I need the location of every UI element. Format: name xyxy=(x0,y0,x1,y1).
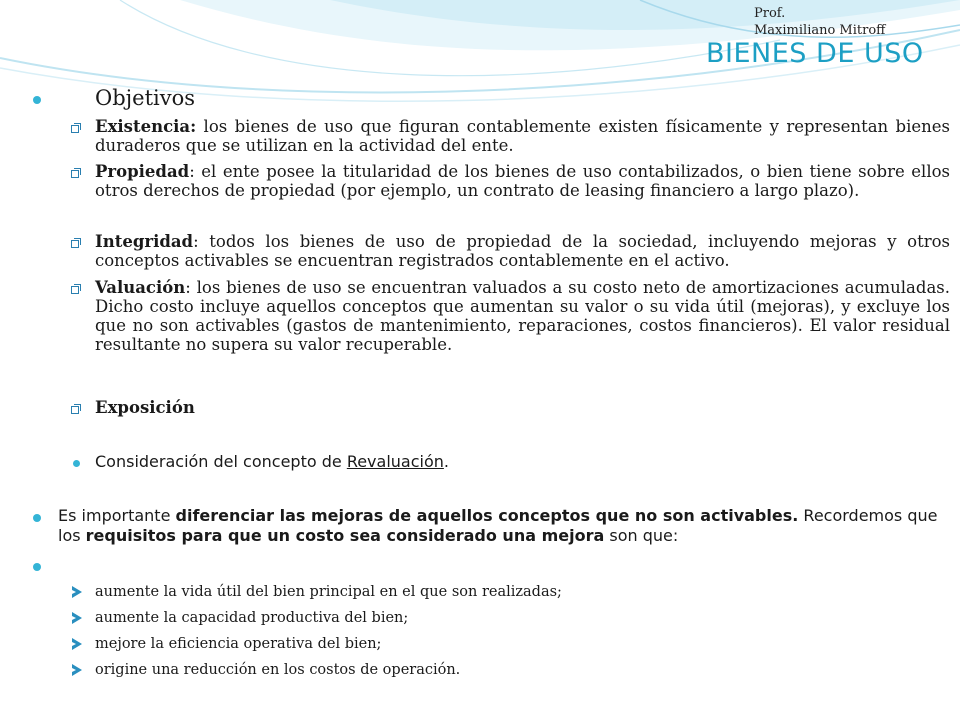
paragraph-text-1: Es importante xyxy=(58,506,176,525)
bullet-dot-icon xyxy=(33,96,41,104)
requirement-item: mejore la eficiencia operativa del bien; xyxy=(95,636,382,652)
checkbox-bullet-icon xyxy=(71,406,79,414)
objective-text: los bienes de uso que figuran contablemente existen físicamente y representan bienes duraderos que se utilizan en la actividad del ente. xyxy=(95,117,950,155)
objective-term: Propiedad xyxy=(95,162,190,181)
paragraph-text-2: Recordemos que los xyxy=(58,506,938,545)
objective-valuacion xyxy=(95,278,950,354)
objective-text: : los bienes de uso se encuentran valuados a su costo neto de amortizaciones acumuladas. Dicho costo incluye aquellos conceptos que aumentan su valor o su vida útil (mejoras), y excluye los que no son activables (gastos de mantenimiento, reparaciones, costos financieros). El valor residual resultante no supera su valor recuperable. xyxy=(95,278,950,354)
requirement-item: aumente la capacidad productiva del bien; xyxy=(95,610,409,626)
bullet-dot-icon xyxy=(73,460,80,467)
revaluation-suffix: . xyxy=(443,452,449,471)
requirement-item: origine una reducción en los costos de operación. xyxy=(95,662,461,678)
bullet-dot-icon xyxy=(33,563,41,571)
objective-integridad xyxy=(95,232,950,270)
section-heading: Objetivos xyxy=(95,86,196,110)
checkbox-bullet-icon xyxy=(71,286,79,294)
author-credit xyxy=(754,5,885,39)
arrow-bullet-icon xyxy=(72,586,82,598)
slide-title: BIENES DE USO xyxy=(706,38,924,69)
arrow-bullet-icon xyxy=(72,638,82,650)
objective-propiedad xyxy=(95,162,950,200)
checkbox-bullet-icon xyxy=(71,170,79,178)
revaluation-line xyxy=(95,452,449,471)
revaluation-link[interactable]: Revaluación xyxy=(346,452,444,471)
paragraph-bold-1: diferenciar las mejoras de aquellos conceptos que no son activables. xyxy=(175,506,799,525)
objective-term: Exposición xyxy=(95,398,195,417)
paragraph-text-3: son que: xyxy=(604,526,679,545)
arrow-bullet-icon xyxy=(72,664,82,676)
arrow-bullet-icon xyxy=(72,612,82,624)
paragraph-bold-2: requisitos para que un costo sea considerado una mejora xyxy=(85,526,605,545)
checkbox-bullet-icon xyxy=(71,125,79,133)
revaluation-prefix: Consideración del concepto de xyxy=(95,452,347,471)
objective-text: : todos los bienes de uso de propiedad de la sociedad, incluyendo mejoras y otros conceptos activables se encuentran registrados contablemente en el activo. xyxy=(95,232,950,270)
objective-existencia xyxy=(95,117,950,155)
mejoras-paragraph xyxy=(58,506,950,546)
objective-term: Existencia: xyxy=(95,117,197,136)
author-line-2: Maximiliano Mitroff xyxy=(754,23,886,38)
bullet-dot-icon xyxy=(33,514,41,522)
requirement-item: aumente la vida útil del bien principal en el que son realizadas; xyxy=(95,584,562,600)
author-line-1: Prof. xyxy=(754,6,786,21)
checkbox-bullet-icon xyxy=(71,240,79,248)
objective-term: Integridad xyxy=(95,232,194,251)
objective-exposicion xyxy=(95,398,950,417)
objective-term: Valuación xyxy=(95,278,186,297)
objective-text: : el ente posee la titularidad de los bienes de uso contabilizados, o bien tiene sobre ellos otros derechos de propiedad (por ejemplo, un contrato de leasing financiero a largo plazo). xyxy=(95,162,950,200)
